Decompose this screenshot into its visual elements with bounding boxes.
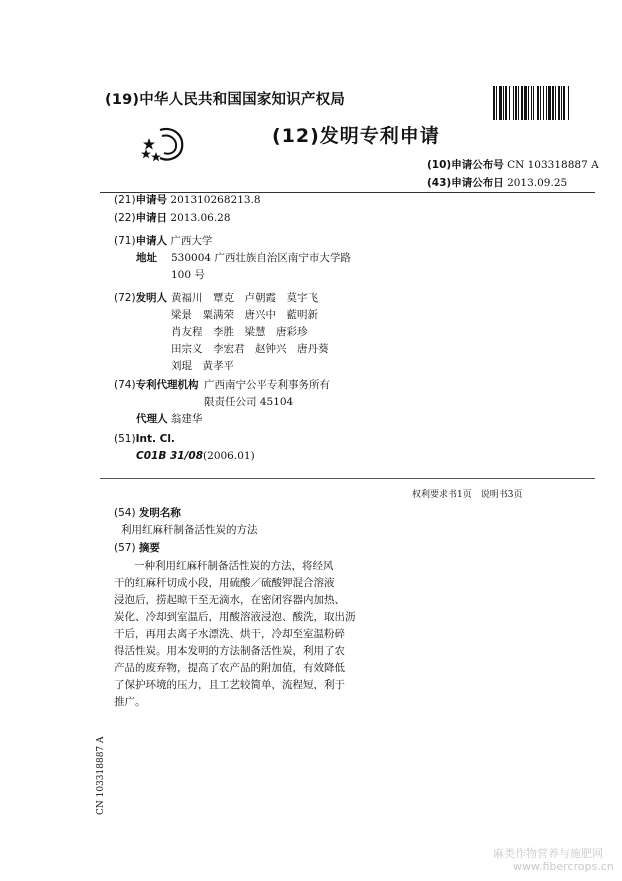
application-number-field bbox=[114, 192, 261, 208]
abstract-line: 得活性炭。用本发明的方法制备活性炭，利用了农 bbox=[114, 645, 345, 657]
field-label: 发明人 bbox=[135, 292, 168, 304]
agency-line-1: 广西南宁公平专利事务所有 bbox=[204, 379, 330, 391]
field-code: (22) bbox=[114, 212, 136, 224]
barcode-bar bbox=[528, 86, 529, 120]
barcode-bar bbox=[537, 86, 539, 120]
field-label: Int. Cl. bbox=[135, 433, 175, 445]
barcode-bar bbox=[503, 86, 504, 120]
field-code: (71) bbox=[114, 235, 136, 247]
inventors-line: 田宗义 李宏君 赵钟兴 唐丹葵 bbox=[171, 343, 329, 355]
barcode-bar bbox=[521, 86, 523, 120]
abstract-line: 炭化、冷却到室温后，用酸溶液浸泡、酸洗，取出沥 bbox=[114, 611, 356, 623]
barcode-bar bbox=[496, 86, 497, 120]
office-name: (19)中华人民共和国国家知识产权局 bbox=[105, 92, 346, 108]
ipc-class: C01B 31/08 bbox=[136, 450, 204, 462]
field-code: (72) bbox=[114, 292, 136, 304]
address-label: 地址 bbox=[136, 252, 157, 264]
abstract-line: 推广。 bbox=[114, 696, 146, 708]
inventors-line: 肖友程 李胜 梁慧 唐彩珍 bbox=[171, 326, 308, 338]
barcode-bar bbox=[548, 86, 551, 120]
field-label: 申请日 bbox=[135, 212, 168, 224]
abstract-heading bbox=[114, 540, 160, 556]
side-publication-number: CN 103318887 A bbox=[96, 736, 106, 815]
barcode-bar bbox=[543, 86, 544, 120]
cnipa-logo-icon bbox=[138, 124, 188, 166]
address-line-1: 530004 广西壮族自治区南宁市大学路 bbox=[171, 252, 351, 264]
applicant-field bbox=[114, 233, 212, 249]
watermark-url: www.fibercrops.cn bbox=[513, 860, 614, 873]
section-divider bbox=[100, 478, 595, 479]
publication-date: 2013.09.25 bbox=[507, 177, 568, 189]
application-number: 201310268213.8 bbox=[170, 194, 261, 206]
inventors-line: 刘琨 黄孝平 bbox=[171, 360, 234, 372]
barcode-bar bbox=[531, 86, 532, 120]
barcode-bar bbox=[493, 86, 495, 120]
field-label: 发明名称 bbox=[138, 507, 181, 519]
barcode-bar bbox=[499, 86, 502, 120]
agent-label: 代理人 bbox=[136, 413, 168, 425]
application-date-field bbox=[114, 210, 231, 226]
barcode-bar bbox=[505, 86, 507, 120]
inventors-line: 黄福川 覃克 卢朝霞 莫宇飞 bbox=[171, 292, 318, 304]
barcode-bar bbox=[568, 86, 569, 120]
field-code: (51) bbox=[114, 433, 136, 445]
applicant: 广西大学 bbox=[170, 235, 213, 247]
abstract-line: 干后，再用去离子水漂洗、烘干，冷却至室温粉碎 bbox=[114, 628, 345, 640]
field-code: (57) bbox=[114, 542, 136, 554]
barcode-icon bbox=[493, 86, 591, 120]
barcode-bar bbox=[540, 86, 541, 120]
page-count-info: 权利要求书1页 说明书3页 bbox=[412, 490, 523, 500]
publication-number-row bbox=[427, 157, 599, 172]
invention-name: 利用红麻秆制备活性炭的方法 bbox=[121, 524, 258, 536]
barcode-bar bbox=[518, 86, 519, 120]
abstract-line: 浸泡后，捞起晾干至无滴水，在密闭容器内加热、 bbox=[114, 594, 345, 606]
barcode-bar bbox=[509, 86, 510, 120]
publication-number-label: (10)申请公布号 bbox=[427, 159, 504, 171]
abstract-line: 一种利用红麻秆制备活性炭的方法，将经风 bbox=[134, 560, 334, 572]
barcode-bar bbox=[561, 86, 562, 120]
field-code: (21) bbox=[114, 194, 136, 206]
address-label-row bbox=[136, 250, 157, 266]
barcode-bar bbox=[533, 86, 534, 120]
field-label: 申请人 bbox=[135, 235, 168, 247]
barcode-bar bbox=[555, 86, 556, 120]
field-code: (54) bbox=[114, 507, 136, 519]
watermark-title: 麻类作物营养与施肥网 bbox=[493, 847, 603, 860]
publication-date-row bbox=[427, 175, 567, 190]
abstract-line: 了保护环境的压力，且工艺较简单，流程短，利于 bbox=[114, 679, 345, 691]
publication-date-label: (43)申请公布日 bbox=[427, 177, 504, 189]
abstract-line: 干的红麻秆切成小段，用硫酸／硫酸钾混合溶液 bbox=[114, 577, 335, 589]
agency-line-2: 限责任公司 45104 bbox=[204, 396, 294, 408]
application-date: 2013.06.28 bbox=[170, 212, 231, 224]
field-label: 申请号 bbox=[135, 194, 168, 206]
publication-number: CN 103318887 A bbox=[507, 159, 599, 171]
ipc-version: (2006.01) bbox=[203, 450, 255, 462]
agent-field bbox=[136, 411, 202, 427]
inventors-field bbox=[114, 290, 167, 306]
barcode-bar bbox=[515, 86, 517, 120]
invention-name-field bbox=[114, 505, 181, 521]
barcode-bar bbox=[513, 86, 514, 120]
barcode-bar bbox=[552, 86, 554, 120]
ipc-classification bbox=[136, 448, 255, 464]
agency-field bbox=[114, 377, 199, 393]
field-label: 专利代理机构 bbox=[135, 379, 199, 391]
barcode-bar bbox=[558, 86, 560, 120]
field-code: (74) bbox=[114, 379, 136, 391]
barcode-bar bbox=[524, 86, 527, 120]
address-line-2: 100 号 bbox=[171, 269, 205, 281]
inventors-line: 梁景 粟满荣 唐兴中 藍明新 bbox=[171, 309, 318, 321]
barcode-bar bbox=[546, 86, 547, 120]
abstract-line: 产品的废弃物，提高了农产品的附加值，有效降低 bbox=[114, 662, 345, 674]
intcl-field bbox=[114, 431, 175, 447]
field-label: 摘要 bbox=[138, 542, 160, 554]
agent: 翁建华 bbox=[170, 413, 203, 425]
document-type-title: (12)发明专利申请 bbox=[272, 125, 440, 147]
barcode-bar bbox=[563, 86, 565, 120]
